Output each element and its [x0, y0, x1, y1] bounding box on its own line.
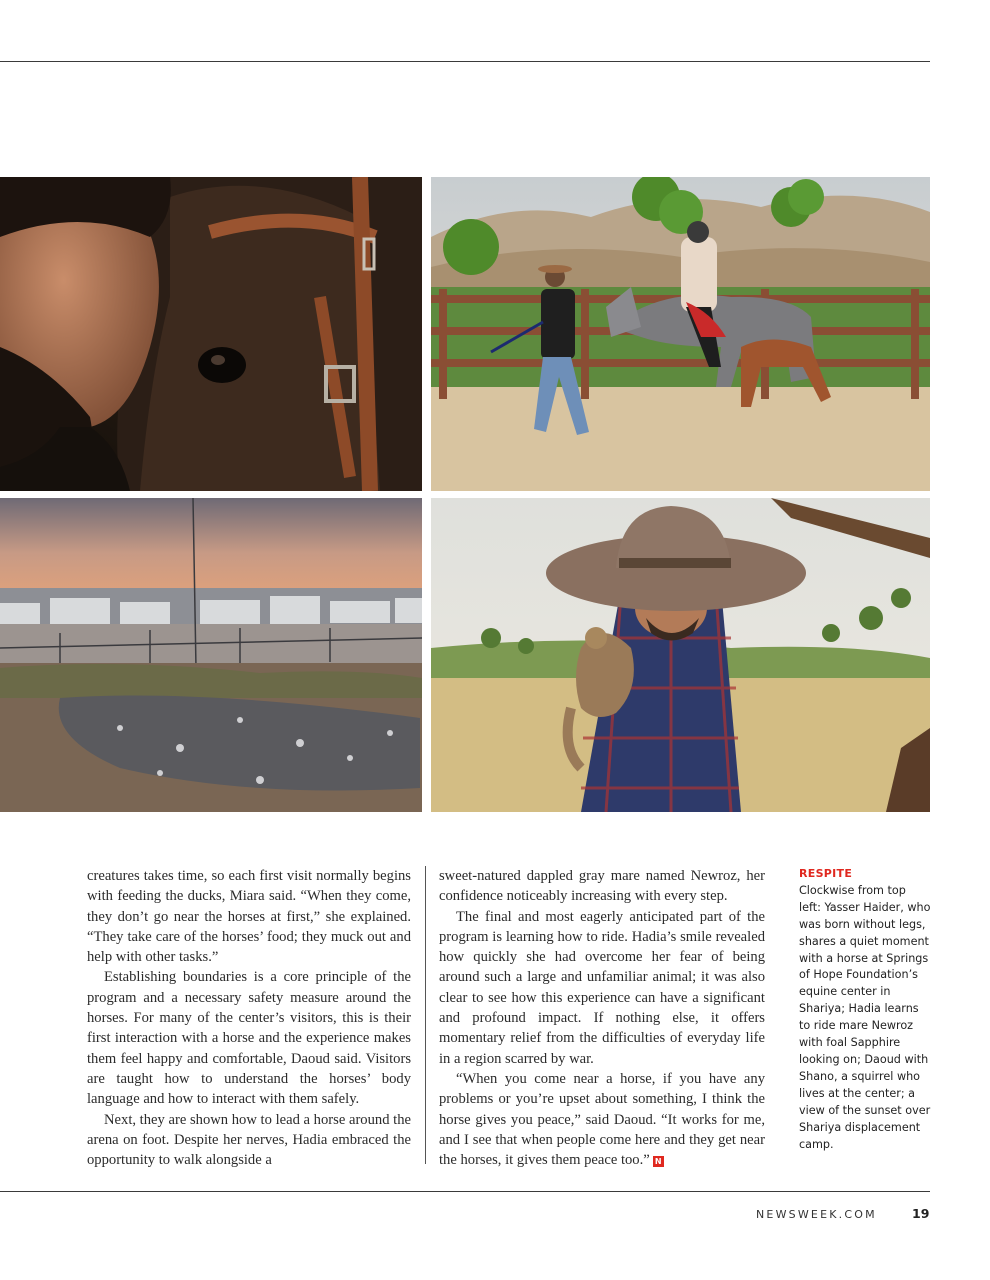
photo-camp-sunset — [0, 498, 422, 812]
caption-text: Clockwise from top left: Yasser Haider, who was born without legs, shares a quiet moment with a horse at Springs of Hope Foundation’s equine center in Shariya; Hadia learns to ride mare Newroz with foal Sapphire looking on; Daoud with Shano, a squirrel who lives at the center; a view of the sunset over Shariya displacement camp. — [799, 883, 931, 1151]
footer-site: NEWSWEEK.COM — [756, 1208, 877, 1221]
paragraph-text: “When you come near a horse, if you have any problems or you’re upset about something, I think the horse gives you peace,” said Daoud. “It works for me, and I see that when people come here and they get near the horses, it gives them peace too.” — [439, 1070, 765, 1169]
photo-man-with-squirrel — [431, 498, 930, 812]
paragraph: The final and most eagerly anticipated part of the program is learning how to ride. Hadia’s smile revealed how quickly she had overcome her fear of being around such a large and unfamiliar animal; it was also clear to see how this experience can have a significant and profound impact. If nothing else, it offers momentary relief from the difficulties of everyday life in a region scarred by war. — [439, 908, 765, 1067]
caption-title: RESPITE — [799, 867, 853, 880]
article-column-2 — [439, 866, 765, 1170]
photo-caption — [799, 866, 931, 1153]
paragraph: Next, they are shown how to lead a horse around the arena on foot. Despite her nerves, Hadia embraced the opportunity to walk alongside a — [87, 1111, 411, 1169]
bottom-rule — [0, 1191, 930, 1192]
paragraph: Establishing boundaries is a core principle of the program and a necessary safety measure around the horses. For many of the center’s visitors, this is their first interaction with a horse and the experience makes them feel happy and comfortable, Daoud said. Visitors are taught how to understand the horses’ body language and how to interact with them safely. — [87, 969, 411, 1108]
photo-riding-lesson — [431, 177, 930, 491]
newsweek-end-mark-icon: N — [653, 1156, 664, 1167]
top-rule — [0, 61, 930, 62]
paragraph: creatures takes time, so each first visit normally begins with feeding the ducks, Miara said. “When they come, they don’t go near the horses at first,” she explained. “They take care of the horses’ food; they muck out and help with other tasks.” — [87, 868, 411, 966]
paragraph — [439, 1069, 765, 1170]
article-column-1 — [87, 866, 411, 1170]
page-number: 19 — [912, 1206, 930, 1221]
paragraph: sweet-natured dappled gray mare named Newroz, her confidence noticeably increasing with every step. — [439, 868, 765, 905]
column-divider — [425, 866, 426, 1164]
photo-man-and-horse — [0, 177, 422, 491]
